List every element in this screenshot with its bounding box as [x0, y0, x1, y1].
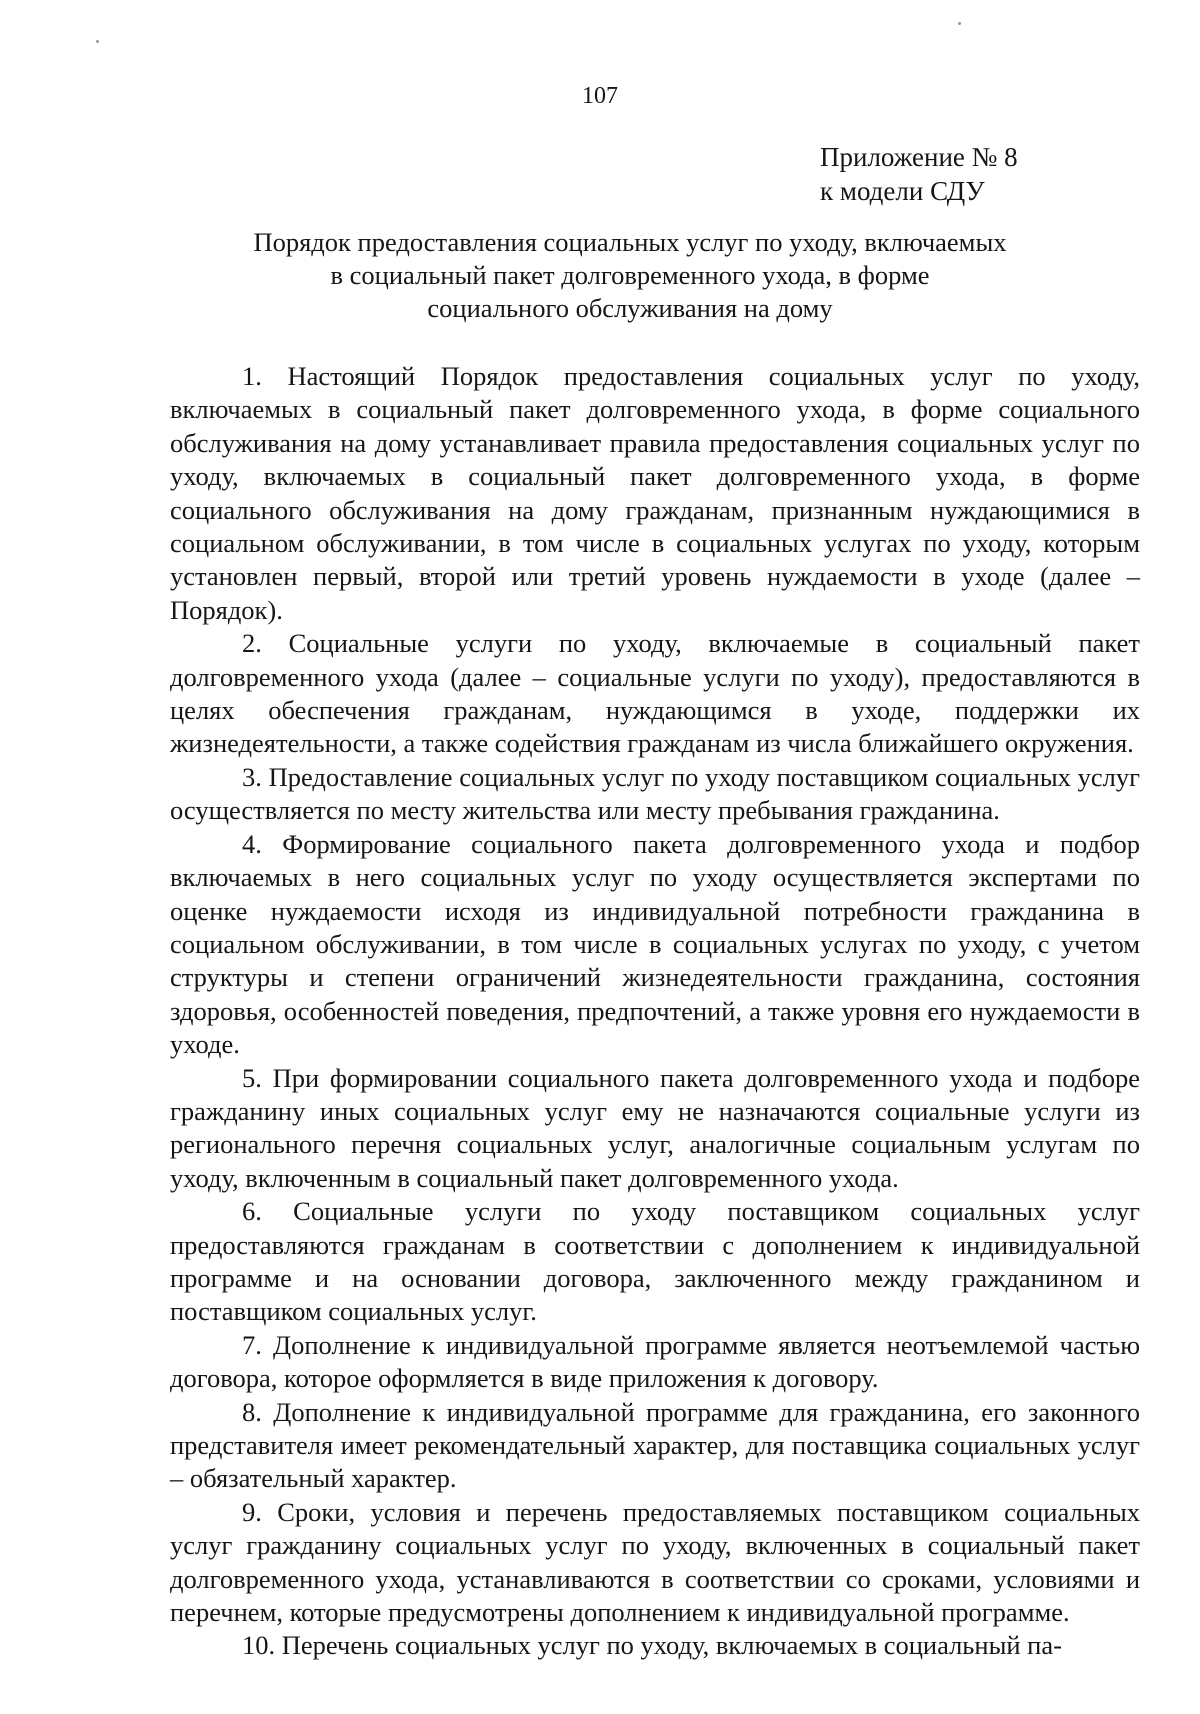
- paragraph-8: 8. Дополнение к индивидуальной программе для гражданина, его законного представителя имеет рекомендательный характер, для поставщика социальных услуг – обязательный характер.: [170, 1396, 1140, 1494]
- page-number: 107: [582, 83, 618, 109]
- title-line-3: социального обслуживания на дому: [427, 293, 833, 323]
- appendix-heading: [820, 140, 1018, 208]
- title-line-1: Порядок предоставления социальных услуг по уходу, включаемых: [253, 227, 1007, 257]
- paragraph-7: 7. Дополнение к индивидуальной программе является неотъемлемой частью договора, которое оформляется в виде приложения к договору.: [170, 1329, 1140, 1394]
- paragraph-5: 5. При формировании социального пакета долговременного ухода и подборе гражданину иных социальных услуг ему не назначаются социальные услуги из регионального перечня социальных услуг, аналогичные социальным услугам по уходу, включенным в социальный пакет долговременного ухода.: [170, 1062, 1140, 1193]
- paragraph-1: 1. Настоящий Порядок предоставления социальных услуг по уходу, включаемых в социальный пакет долговременного ухода, в форме социального обслуживания на дому устанавливает правила предоставления социальных услуг по уходу, включаемых в социальный пакет долговременного ухода, в форме социального обслуживания на дому гражданам, признанным нуждающимися в социальном обслуживании, в том числе в социальных услугах по уходу, которым установлен первый, второй или третий уровень нуждаемости в уходе (далее – Порядок).: [170, 361, 1140, 625]
- document-title: [200, 226, 1060, 325]
- paragraph-10: 10. Перечень социальных услуг по уходу, включаемых в социальный па-: [242, 1630, 1062, 1661]
- paragraph-4: 4. Формирование социального пакета долговременного ухода и подбор включаемых в него социальных услуг по уходу осуществляется экспертами по оценке нуждаемости исходя из индивидуальной потребности гражданина в социальном обслуживании, в том числе в социальных услугах по уходу, с учетом структуры и степени ограничений жизнедеятельности гражданина, состояния здоровья, особенностей поведения, предпочтений, а также уровня его нуждаемости в уходе.: [170, 828, 1140, 1060]
- paragraph-3: 3. Предоставление социальных услуг по уходу поставщиком социальных услуг осуществляется по месту жительства или месту пребывания гражданина.: [170, 761, 1140, 826]
- paragraph-6: 6. Социальные услуги по уходу поставщиком социальных услуг предоставляются гражданам в соответствии с дополнением к индивидуальной программе и на основании договора, заключенного между гражданином и поставщиком социальных услуг.: [170, 1196, 1140, 1327]
- appendix-line-2: к модели СДУ: [820, 176, 985, 206]
- scan-speck: [958, 22, 961, 25]
- paragraph-2: 2. Социальные услуги по уходу, включаемые в социальный пакет долговременного ухода (далее – социальные услуги по уходу), предоставляются в целях обеспечения гражданам, нуждающимся в уходе, поддержки их жизнедеятельности, а также содействия гражданам из числа ближайшего окружения.: [170, 628, 1140, 759]
- title-line-2: в социальный пакет долговременного ухода, в форме: [330, 260, 930, 290]
- appendix-line-1: Приложение № 8: [820, 142, 1018, 172]
- document-body: [170, 360, 1140, 1663]
- paragraph-9: 9. Сроки, условия и перечень предоставляемых поставщиком социальных услуг гражданину социальных услуг по уходу, включенных в социальный пакет долговременного ухода, устанавливаются в соответствии со сроками, условиями и перечнем, которые предусмотрены дополнением к индивидуальной программе.: [170, 1496, 1140, 1628]
- scan-speck: [96, 40, 99, 43]
